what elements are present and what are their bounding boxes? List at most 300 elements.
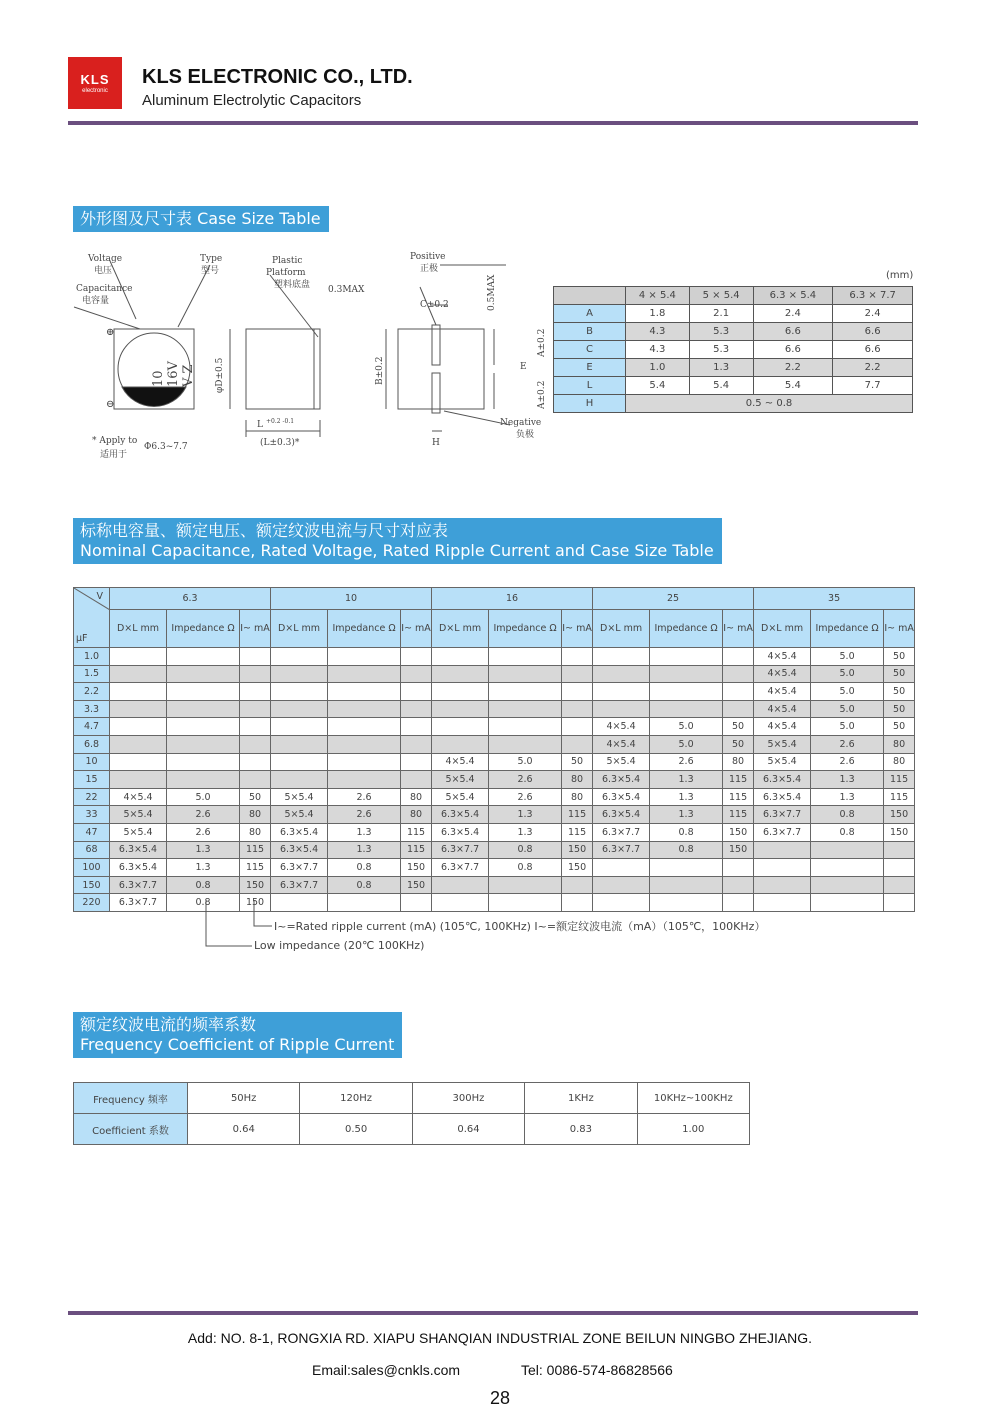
table-cell: 5.0 [167,788,240,806]
table-cell [489,894,562,912]
frequency-value: 120Hz [300,1083,412,1114]
table-cell: 0.8 [167,876,240,894]
capacitance-label-en: Capacitance [76,284,133,294]
footer-phone: Tel: 0086-574-86828566 [521,1362,673,1378]
table-cell: 6.3×7.7 [432,841,489,859]
nominal-title-cn: 标称电容量、额定电压、额定纹波电流与尺寸对应表 [80,521,449,540]
table-cell [650,876,723,894]
table-cell: 2.6 [167,823,240,841]
table-cell [328,894,401,912]
table-row [74,806,915,824]
footer-email[interactable]: Email:sales@cnkls.com [312,1362,461,1378]
column-header: 5 × 5.4 [689,287,753,305]
capacitance-cell: 1.0 [74,648,110,666]
frequency-title-en: Frequency Coefficient of Ripple Current [80,1035,395,1054]
capacitance-cell: 6.8 [74,735,110,753]
ripple-note: I~=Rated ripple current (mA) (105℃, 100KHz) I~=额定纹波电流（mA）（105℃，100KHz） [274,920,766,933]
table-cell [271,648,328,666]
table-cell: 1.3 [167,859,240,877]
table-cell: 5×5.4 [754,735,811,753]
table-cell [167,665,240,683]
cell: 4.3 [626,323,690,341]
table-cell: 115 [884,771,915,789]
table-cell: 1.3 [650,788,723,806]
table-cell: 1.3 [167,841,240,859]
table-cell [754,841,811,859]
table-cell: 0.8 [650,823,723,841]
table-cell [432,876,489,894]
case-outline-drawing [70,245,550,465]
table-cell: 0.8 [811,823,884,841]
case-size-section-title: 外形图及尺寸表 Case Size Table [73,206,329,232]
footer-divider [68,1311,918,1315]
table-cell: 5.0 [489,753,562,771]
plus-icon: ⊕ [106,327,115,338]
negative-stripe [122,387,186,407]
table-cell [593,894,650,912]
subheader-cell: I~ mA [884,610,915,648]
table-cell [271,771,328,789]
table-cell [489,718,562,736]
table-cell [723,859,754,877]
table-cell [240,718,271,736]
cell: 5.4 [689,377,753,395]
type-label-cn: 型号 [201,266,220,276]
voltage-header: 35 [754,588,915,610]
table-cell: 6.3×5.4 [593,788,650,806]
table-cell: 2.6 [811,753,884,771]
table-cell: 5×5.4 [271,806,328,824]
table-cell [432,665,489,683]
table-cell: 4×5.4 [754,648,811,666]
frequency-label: Frequency 频率 [74,1083,188,1114]
table-cell [723,648,754,666]
table-cell: 150 [884,806,915,824]
table-cell [401,718,432,736]
table-cell: 0.8 [328,876,401,894]
table-cell [240,700,271,718]
table-cell: 6.3×7.7 [754,823,811,841]
capacitance-cell: 33 [74,806,110,824]
cell: 5.4 [626,377,690,395]
table-cell [401,700,432,718]
table-cell: 0.8 [167,894,240,912]
case-size-row [554,305,913,323]
table-cell: 5.0 [811,718,884,736]
l-alt-label: (L±0.3)* [260,438,300,448]
frequency-title-cn: 额定纹波电流的频率系数 [80,1015,257,1034]
table-cell: 1.3 [328,841,401,859]
table-cell: 0.8 [489,859,562,877]
logo-text: KLS [80,72,110,87]
case-size-row [554,323,913,341]
table-cell: 80 [240,806,271,824]
case-size-table [553,286,913,413]
table-cell [754,894,811,912]
table-cell [432,700,489,718]
table-cell: 1.3 [489,806,562,824]
table-cell: 150 [240,894,271,912]
table-cell [271,753,328,771]
table-cell [328,753,401,771]
table-cell: 0.8 [328,859,401,877]
table-cell [562,876,593,894]
cell: 2.1 [689,305,753,323]
positive-label-en: Positive [410,252,446,262]
table-cell: 150 [884,823,915,841]
voltage-header: 6.3 [110,588,271,610]
coefficient-value: 0.50 [300,1114,412,1145]
table-cell: 150 [401,876,432,894]
coefficient-row [74,1114,750,1145]
table-cell: 115 [240,841,271,859]
cell: 6.6 [833,323,913,341]
table-cell [401,683,432,701]
table-row [74,876,915,894]
table-cell [328,648,401,666]
table-cell [240,648,271,666]
table-cell: 2.6 [650,753,723,771]
table-cell: 4×5.4 [593,718,650,736]
table-cell: 0.8 [650,841,723,859]
frequency-section-title [73,1012,402,1058]
side-view-outline [246,329,314,409]
c-tolerance-label: C±0.2 [420,300,449,310]
column-header: 4 × 5.4 [626,287,690,305]
table-cell [110,718,167,736]
subheader-cell: D×L mm [432,610,489,648]
table-cell: 6.3×5.4 [593,771,650,789]
table-cell [723,683,754,701]
table-cell [110,683,167,701]
table-cell [271,735,328,753]
table-cell [432,894,489,912]
table-cell [593,876,650,894]
table-cell [562,700,593,718]
plastic-label-en2: Platform [266,268,306,278]
table-cell: 115 [562,823,593,841]
table-cell: 5.0 [811,648,884,666]
apply-label-en: * Apply to [92,436,138,446]
table-cell [328,683,401,701]
table-cell [401,648,432,666]
table-cell: 6.3×5.4 [110,859,167,877]
column-header: 6.3 × 5.4 [753,287,833,305]
apply-value: Φ6.3~7.7 [144,442,188,452]
table-cell: 50 [884,718,915,736]
row-label: H [554,395,626,413]
impedance-note: Low impedance (20℃ 100KHz) [254,939,425,952]
table-cell [593,859,650,877]
table-cell [884,894,915,912]
table-cell: 50 [884,648,915,666]
table-cell [110,648,167,666]
table-cell [328,718,401,736]
table-cell: 4×5.4 [754,683,811,701]
voltage-header: 25 [593,588,754,610]
table-cell: 2.6 [328,806,401,824]
table-cell: 115 [562,806,593,824]
table-cell [562,665,593,683]
cell: 6.6 [753,323,833,341]
subheader-cell: Impedance Ω [650,610,723,648]
table-cell: 1.3 [811,771,884,789]
table-cell [489,876,562,894]
subheader-cell: Impedance Ω [167,610,240,648]
frequency-row [74,1083,750,1114]
table-cell [240,771,271,789]
table-cell [884,876,915,894]
table-cell [884,841,915,859]
frequency-value: 1KHz [525,1083,637,1114]
table-cell: 2.6 [167,806,240,824]
table-cell [650,859,723,877]
table-cell [167,683,240,701]
table-cell [167,753,240,771]
table-cell [884,859,915,877]
table-row [74,700,915,718]
table-cell: 50 [723,735,754,753]
type-label-en: Type [200,254,223,264]
cell: 2.2 [753,359,833,377]
table-cell: 150 [562,859,593,877]
e-label: E [520,362,527,372]
row-label: E [554,359,626,377]
coefficient-value: 0.83 [525,1114,637,1145]
table-cell: 1.3 [811,788,884,806]
subheader-cell: I~ mA [562,610,593,648]
table-cell [401,735,432,753]
cell: 5.3 [689,323,753,341]
subheader-cell: D×L mm [754,610,811,648]
table-cell [650,683,723,701]
table-cell [562,648,593,666]
volt-value-label: 16V [166,361,181,387]
table-cell: 6.3×5.4 [110,841,167,859]
table-cell: 115 [401,823,432,841]
header-divider [68,121,918,125]
nominal-table [73,587,915,912]
table-cell [240,753,271,771]
capacitance-cell: 10 [74,753,110,771]
table-cell [110,665,167,683]
table-cell: 1.3 [650,771,723,789]
table-cell [489,665,562,683]
table-cell: 5×5.4 [432,788,489,806]
table-cell [650,665,723,683]
corner-uf-label: μF [76,633,88,644]
table-cell: 115 [240,859,271,877]
column-header: 6.3 × 7.7 [833,287,913,305]
a-tolerance-label-bottom: A±0.2 [537,380,547,409]
company-logo [68,57,122,109]
table-cell [432,718,489,736]
voltage-header: 10 [271,588,432,610]
table-cell: 4×5.4 [754,718,811,736]
table-cell: 2.6 [489,788,562,806]
table-cell: 6.3×5.4 [754,788,811,806]
d-tolerance-label: φD±0.5 [215,357,225,393]
l-label: L [257,420,263,430]
table-cell: 2.6 [811,735,884,753]
case-size-row [554,395,913,413]
cell: 5.3 [689,341,753,359]
table-cell: 6.3×7.7 [754,806,811,824]
table-cell: 80 [723,753,754,771]
table-cell [754,876,811,894]
apply-label-cn: 适用于 [100,450,128,460]
table-row [74,648,915,666]
capacitance-cell: 68 [74,841,110,859]
table-cell: 6.3×5.4 [432,823,489,841]
table-cell [754,859,811,877]
table-cell [489,683,562,701]
table-cell: 1.3 [489,823,562,841]
table-cell [401,894,432,912]
coefficient-value: 0.64 [188,1114,300,1145]
table-cell [271,718,328,736]
table-row [74,823,915,841]
capacitance-label-cn: 电容量 [82,296,110,306]
table-cell: 5×5.4 [110,823,167,841]
row-label: A [554,305,626,323]
table-cell: 6.3×7.7 [432,859,489,877]
table-cell: 80 [562,788,593,806]
h-label: H [432,438,440,448]
table-cell [562,718,593,736]
voltage-header: 16 [432,588,593,610]
subheader-cell: Impedance Ω [328,610,401,648]
table-cell: 50 [723,718,754,736]
table-cell [110,700,167,718]
table-cell [723,665,754,683]
table-cell [240,665,271,683]
table-cell: 115 [884,788,915,806]
table-cell: 2.6 [328,788,401,806]
row-label: C [554,341,626,359]
table-row [74,665,915,683]
table-cell: 80 [401,788,432,806]
table-cell [167,700,240,718]
table-cell: 80 [884,735,915,753]
table-cell [167,771,240,789]
cell: 6.6 [833,341,913,359]
table-cell [593,683,650,701]
table-row [74,859,915,877]
table-cell [240,683,271,701]
logo-subtext: electronic [82,88,108,94]
table-cell: 50 [884,665,915,683]
table-cell [723,876,754,894]
table-cell: 80 [240,823,271,841]
table-cell: 50 [240,788,271,806]
table-cell [432,735,489,753]
table-cell [328,700,401,718]
table-row [74,735,915,753]
nominal-title-en: Nominal Capacitance, Rated Voltage, Rated Ripple Current and Case Size Table [80,541,714,560]
corner-v-label: V [96,591,103,602]
table-cell [401,753,432,771]
table-cell: 6.3×7.7 [593,823,650,841]
table-row [74,753,915,771]
voltage-label-en: Voltage [88,254,123,264]
cell: 7.7 [833,377,913,395]
table-cell [811,876,884,894]
table-cell: 4×5.4 [593,735,650,753]
table-cell [328,771,401,789]
bottom-view-outline [398,329,484,409]
cell: 0.5 ~ 0.8 [626,395,913,413]
table-cell: 80 [884,753,915,771]
capacitance-cell: 150 [74,876,110,894]
row-label: B [554,323,626,341]
table-cell [593,665,650,683]
frequency-value: 10KHz~100KHz [637,1083,749,1114]
coefficient-label: Coefficient 系数 [74,1114,188,1145]
table-cell [650,648,723,666]
table-cell: 80 [401,806,432,824]
table-cell: 5.0 [811,700,884,718]
table-cell: 150 [723,823,754,841]
frequency-value: 50Hz [188,1083,300,1114]
table-cell: 150 [562,841,593,859]
type-value-label: V Z [181,364,196,387]
cell: 2.2 [833,359,913,377]
frequency-table [73,1082,750,1145]
table-cell [811,859,884,877]
table-cell [723,700,754,718]
table-cell: 115 [723,788,754,806]
table-cell [593,700,650,718]
table-cell [110,771,167,789]
coefficient-value: 1.00 [637,1114,749,1145]
table-cell: 50 [884,683,915,701]
cell: 5.4 [753,377,833,395]
table-cell: 5.0 [811,683,884,701]
cap-value-label: 10 [151,370,166,387]
table-cell [562,735,593,753]
subheader-cell: D×L mm [271,610,328,648]
footer-address: Add: NO. 8-1, RONGXIA RD. XIAPU SHANQIAN INDUSTRIAL ZONE BEILUN NINGBO ZHEJIANG. [187,1330,813,1346]
table-cell [562,683,593,701]
cell: 2.4 [833,305,913,323]
subheader-cell: D×L mm [593,610,650,648]
table-cell: 4×5.4 [110,788,167,806]
cell: 1.3 [689,359,753,377]
table-cell [271,665,328,683]
cell: 1.8 [626,305,690,323]
capacitance-cell: 2.2 [74,683,110,701]
table-cell [432,683,489,701]
table-cell: 6.3×5.4 [432,806,489,824]
table-cell [489,700,562,718]
table-cell: 5×5.4 [110,806,167,824]
max05-label: 0.5MAX [487,274,497,311]
capacitance-cell: 47 [74,823,110,841]
table-cell [328,735,401,753]
voltage-header-row [74,588,915,610]
table-cell: 5×5.4 [271,788,328,806]
minus-icon: ⊖ [106,399,115,410]
unit-label: (mm) [886,270,914,281]
capacitance-cell: 4.7 [74,718,110,736]
table-cell: 4×5.4 [432,753,489,771]
table-cell [110,735,167,753]
subheader-cell: I~ mA [240,610,271,648]
corner-cell [74,588,110,648]
table-cell [328,665,401,683]
table-cell: 0.8 [811,806,884,824]
